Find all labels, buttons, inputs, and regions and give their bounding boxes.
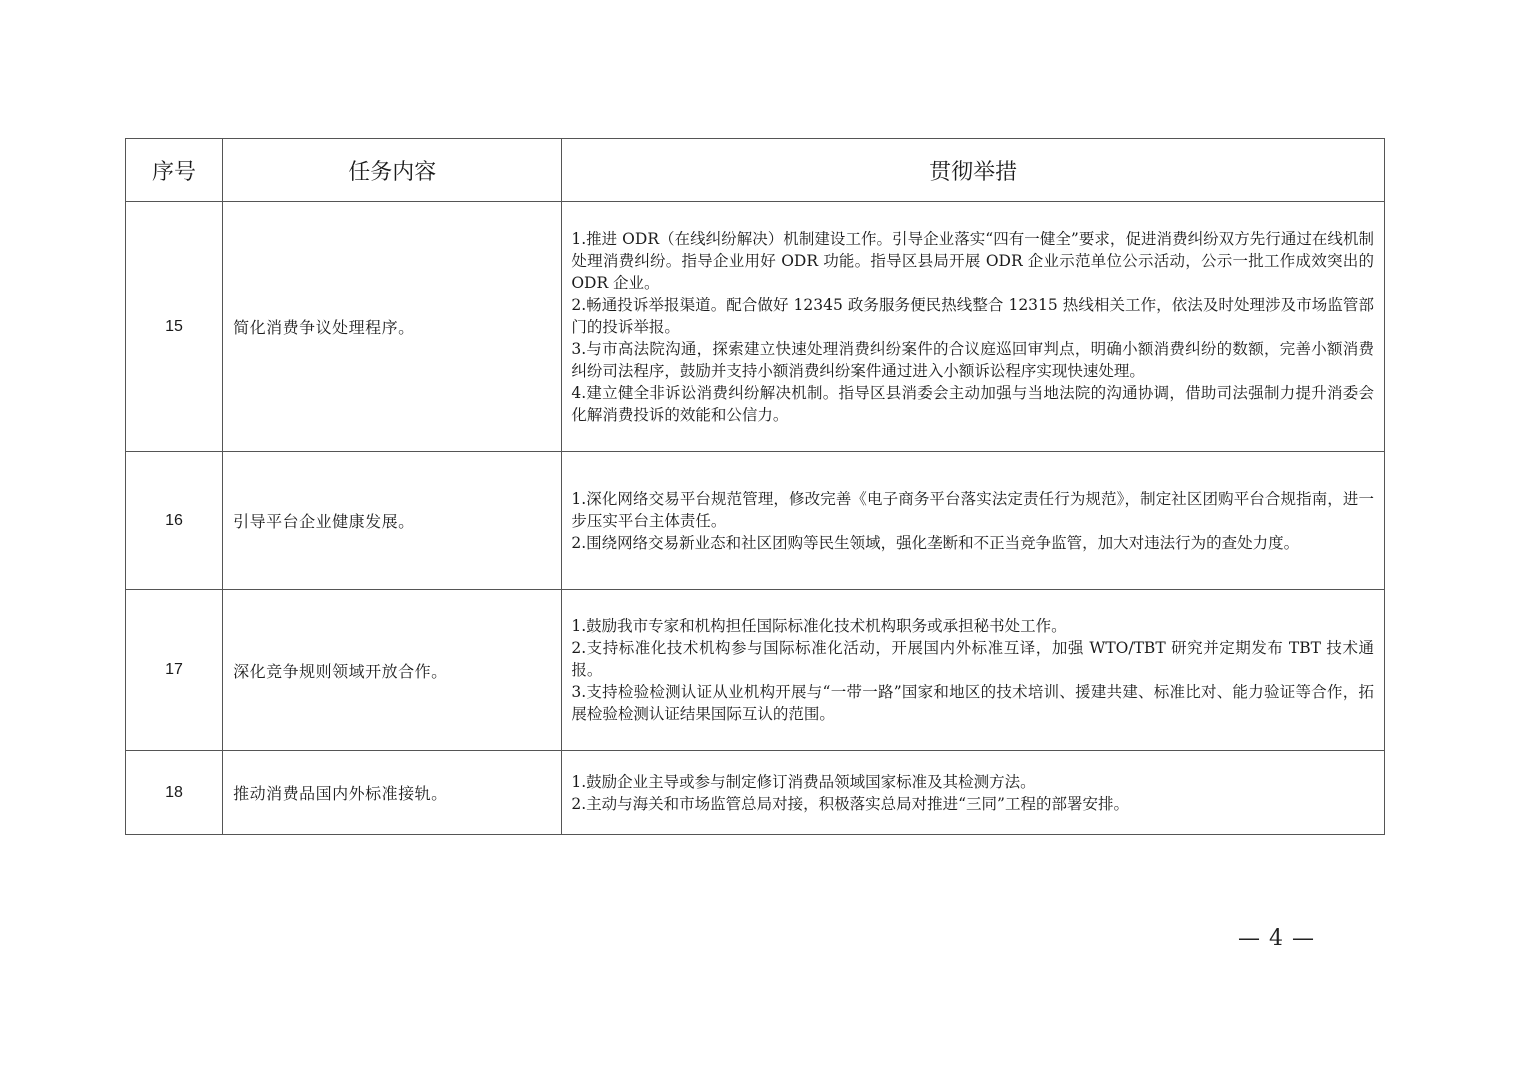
table-header-row bbox=[126, 139, 1385, 202]
header-task: 任务内容 bbox=[223, 139, 562, 202]
row-measures bbox=[562, 590, 1385, 751]
header-measures: 贯彻举措 bbox=[562, 139, 1385, 202]
row-task: 推动消费品国内外标准接轨。 bbox=[223, 751, 562, 835]
row-measures bbox=[562, 452, 1385, 590]
measure-item: 4.建立健全非诉讼消费纠纷解决机制。指导区县消委会主动加强与当地法院的沟通协调，借助司法强制力提升消委会化解消费投诉的效能和公信力。 bbox=[571, 383, 1374, 424]
measure-item: 1.推进 ODR（在线纠纷解决）机制建设工作。引导企业落实“四有一健全”要求，促进消费纠纷双方先行通过在线机制处理消费纠纷。指导企业用好 ODR 功能。指导区县局开展 ODR 企业示范单位公示活动，公示一批工作成效突出的 ODR 企业。 bbox=[571, 229, 1374, 292]
measure-item: 1.鼓励我市专家和机构担任国际标准化技术机构职务或承担秘书处工作。 bbox=[571, 617, 1067, 635]
row-task: 简化消费争议处理程序。 bbox=[223, 202, 562, 452]
row-number: 18 bbox=[126, 751, 223, 835]
header-number: 序号 bbox=[126, 139, 223, 202]
page-number: — 4 — bbox=[1238, 926, 1315, 951]
measure-item: 1.鼓励企业主导或参与制定修订消费品领域国家标准及其检测方法。 bbox=[571, 772, 1036, 791]
row-measures bbox=[562, 202, 1385, 452]
table-row bbox=[126, 590, 1385, 751]
row-task: 引导平台企业健康发展。 bbox=[223, 452, 562, 590]
table-row bbox=[126, 202, 1385, 452]
measure-item: 3.支持检验检测认证从业机构开展与“一带一路”国家和地区的技术培训、援建共建、标准比对、能力验证等合作，拓展检验检测认证结果国际互认的范围。 bbox=[571, 683, 1374, 723]
measure-item: 3.与市高法院沟通，探索建立快速处理消费纠纷案件的合议庭巡回审判点，明确小额消费纠纷的数额，完善小额消费纠纷司法程序，鼓励并支持小额消费纠纷案件通过进入小额诉讼程序实现快速处理。 bbox=[571, 339, 1374, 380]
measure-item: 1.深化网络交易平台规范管理，修改完善《电子商务平台落实法定责任行为规范》，制定社区团购平台合规指南，进一步压实平台主体责任。 bbox=[571, 489, 1374, 530]
measure-item: 2.主动与海关和市场监管总局对接，积极落实总局对推进“三同”工程的部署安排。 bbox=[571, 794, 1129, 813]
row-number: 16 bbox=[126, 452, 223, 590]
table-row bbox=[126, 751, 1385, 835]
row-number: 17 bbox=[126, 590, 223, 751]
table-row bbox=[126, 452, 1385, 590]
row-number: 15 bbox=[126, 202, 223, 452]
measure-item: 2.支持标准化技术机构参与国际标准化活动，开展国内外标准互译，加强 WTO/TBT 研究并定期发布 TBT 技术通报。 bbox=[571, 639, 1374, 679]
row-measures bbox=[562, 751, 1385, 835]
task-table bbox=[125, 138, 1385, 835]
measure-item: 2.畅通投诉举报渠道。配合做好 12345 政务服务便民热线整合 12315 热线相关工作，依法及时处理涉及市场监管部门的投诉举报。 bbox=[571, 295, 1374, 336]
row-task: 深化竞争规则领域开放合作。 bbox=[223, 590, 562, 751]
measure-item: 2.围绕网络交易新业态和社区团购等民生领域，强化垄断和不正当竞争监管，加大对违法行为的查处力度。 bbox=[571, 533, 1300, 552]
